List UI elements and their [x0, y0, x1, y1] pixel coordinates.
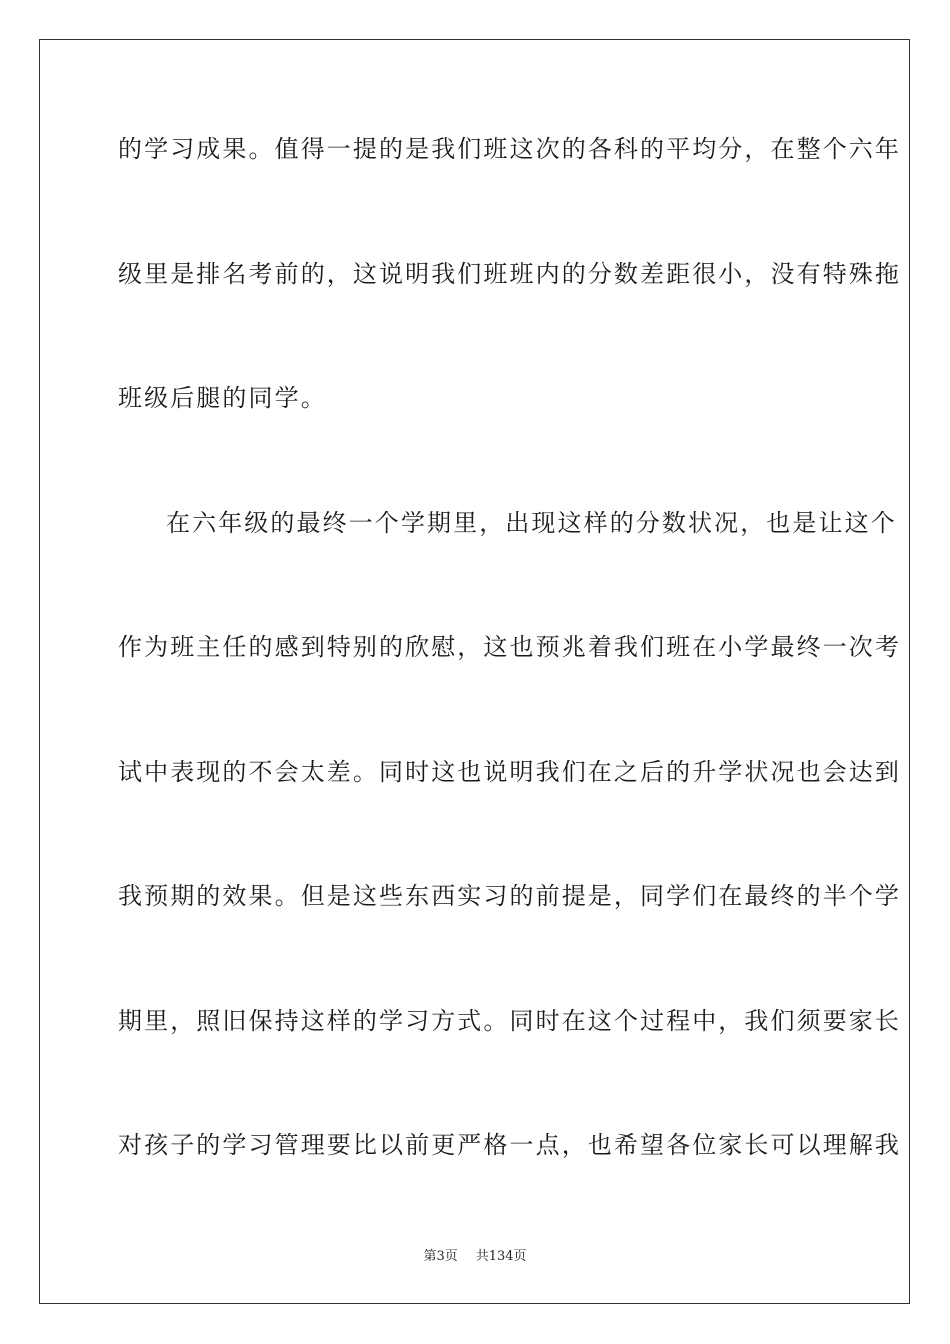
- page-number: 第3页: [423, 1249, 458, 1264]
- paragraph-line-6: 试中表现的不会太差。同时这也说明我们在之后的升学状况也会达到: [118, 758, 901, 786]
- paragraph-line-5: 作为班主任的感到特别的欣慰，这也预兆着我们班在小学最终一次考: [118, 633, 901, 661]
- paragraph-line-4: 在六年级的最终一个学期里，出现这样的分数状况，也是让这个: [166, 509, 897, 537]
- paragraph-line-8: 期里，照旧保持这样的学习方式。同时在这个过程中，我们须要家长: [118, 1007, 901, 1035]
- page-border: [39, 39, 910, 1304]
- page-footer: [0, 1248, 950, 1266]
- paragraph-line-2: 级里是排名考前的，这说明我们班班内的分数差距很小，没有特殊拖: [118, 260, 901, 288]
- paragraph-line-3: 班级后腿的同学。: [118, 384, 327, 412]
- paragraph-line-9: 对孩子的学习管理要比以前更严格一点，也希望各位家长可以理解我: [118, 1131, 901, 1159]
- page-total: 共134页: [475, 1249, 527, 1264]
- paragraph-line-1: 的学习成果。值得一提的是我们班这次的各科的平均分，在整个六年: [118, 135, 901, 163]
- paragraph-line-7: 我预期的效果。但是这些东西实习的前提是，同学们在最终的半个学: [118, 882, 901, 910]
